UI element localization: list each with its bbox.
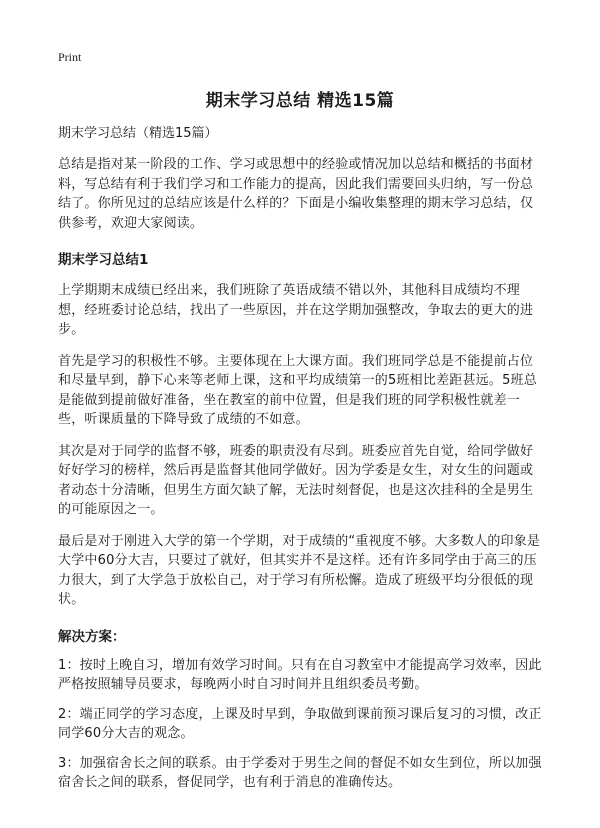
document-subtitle: 期末学习总结（精选15篇） [58, 126, 218, 141]
print-link[interactable]: Print [58, 50, 82, 64]
body-paragraph: 其次是对于同学的监督不够，班委的职责没有尽到。班委应首先自觉，给同学做好好好学习的榜样，然后再是监督其他同学做好。因为学委是女生，对女生的问题或者动态十分清晰，但男生方面欠缺了解，无法时刻督促，也是这次挂科的全是男生的可能原因之一。 [58, 443, 534, 517]
solution-item: 2：端正同学的学习态度，上课及时早到，争取做到课前预习课后复习的习惯，改正同学60分大吉的观念。 [58, 706, 542, 741]
body-paragraph: 上学期期末成绩已经出来，我们班除了英语成绩不错以外，其他科目成绩均不理想，经班委讨论总结，找出了一些原因，并在这学期加强整改，争取去的更大的进步。 [58, 283, 534, 337]
body-paragraph: 最后是对于刚进入大学的第一个学期，对于成绩的“重视度不够。大多数人的印象是大学中60分大吉，只要过了就好，但其实并不是这样。还有许多同学由于高三的压力很大，到了大学急于放松自己，对于学习有所松懈。造成了班级平均分很低的现状。 [58, 533, 541, 607]
solution-item: 1：按时上晚自习，增加有效学习时间。只有在自习教室中才能提高学习效率，因此严格按照辅导员要求，每晚两小时自习时间并且组织委员考勤。 [58, 657, 542, 692]
solution-item: 3：加强宿舍长之间的联系。由于学委对于男生之间的督促不如女生到位，所以加强宿舍长之间的联系，督促同学，也有利于消息的准确传达。 [58, 755, 542, 790]
body-paragraph: 首先是学习的积极性不够。主要体现在上大课方面。我们班同学总是不能提前占位和尽量早到，静下心来等老师上课，这和平均成绩第一的5班相比差距甚远。5班总是能做到提前做好准备，坐在教室的前中位置，但是我们班的同学积极性就差一些，听课质量的下降导致了成绩的不如意。 [58, 353, 537, 427]
intro-paragraph: 总结是指对某一阶段的工作、学习或思想中的经验或情况加以总结和概括的书面材料，写总结有利于我们学习和工作能力的提高，因此我们需要回头归纳，写一份总结了。你所见过的总结应该是什么样的？下面是小编收集整理的期末学习总结，仅供参考，欢迎大家阅读。 [58, 157, 534, 231]
page-title: 期末学习总结 精选15篇 [205, 91, 395, 111]
solutions-heading: 解决方案： [58, 628, 126, 645]
section-heading: 期末学习总结1 [58, 252, 149, 268]
